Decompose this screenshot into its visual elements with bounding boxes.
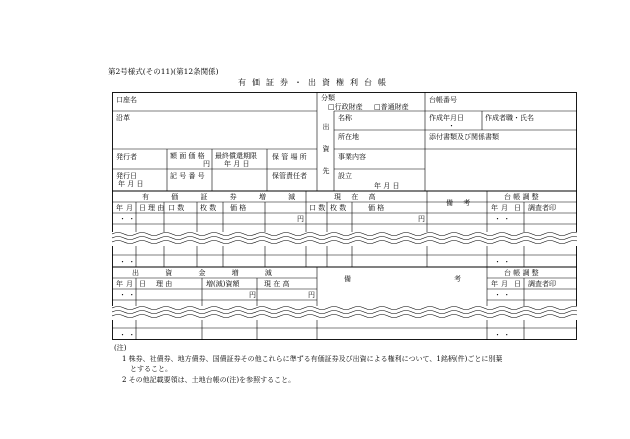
custodian-label: 保管責任者 [272, 172, 307, 180]
created-date-separator: ・ [448, 122, 455, 130]
last-redemption-label: 最終償還期限 [215, 152, 257, 160]
now-price-yen-unit: 円 [418, 215, 425, 223]
note-2: 2 その他記載要領は、土地台帳の(注)を参照すること。 [122, 376, 296, 384]
attachments-label: 添付書類及び関係書類 [429, 133, 499, 141]
investee-label: 出 資 先 [322, 123, 330, 175]
face-value-label: 額 面 価 格 [170, 152, 205, 160]
col-now-units: 口 数 [309, 204, 326, 212]
col2-year: 年 [116, 280, 123, 288]
adj-date-dots: ・ ・ [494, 215, 511, 223]
col2-adj-day: 日 [514, 280, 521, 288]
adj2-date-dots-last: ・ ・ [494, 331, 511, 339]
col-units: 口 数 [168, 204, 185, 212]
adj-date-dots-last: ・ ・ [494, 258, 511, 266]
investee-name-label: 名称 [338, 114, 352, 122]
col-day: 日 [139, 204, 146, 212]
creator-label: 作成者職・氏名 [485, 114, 534, 122]
col2-adj-seal: 調査者印 [528, 280, 556, 288]
col-month: 月 [126, 204, 133, 212]
location-label: 所在地 [338, 133, 359, 141]
business-content-label: 事業内容 [338, 153, 366, 161]
note-1: 1 株券、社債券、地方債券、国債証券その他これらに準ずる有価証券及び出資による権利について、1銘柄(件)ごとに別葉 [122, 355, 503, 363]
ledger-form [112, 92, 577, 340]
securities-change-header: 有 価 証 券 増 減 [142, 193, 306, 201]
date-dots-last: ・ ・ [119, 258, 136, 266]
col-adj-year: 年 [491, 204, 498, 212]
balance-yen-unit: 円 [308, 291, 315, 299]
adj2-date-dots: ・ ・ [494, 291, 511, 299]
notes-heading: (注) [114, 344, 127, 352]
category-label: 分類 [321, 94, 335, 102]
capital-change-header: 出 資 金 増 減 [132, 269, 284, 277]
created-date-label: 作成年月日 [429, 114, 464, 122]
col-adj-seal: 調査者印 [528, 204, 556, 212]
col-year: 年 [116, 204, 123, 212]
page-title: 有価証券・出資権利台帳 [238, 78, 392, 87]
date2-dots-last: ・ ・ [119, 331, 136, 339]
date2-dots: ・ ・ [119, 291, 136, 299]
form-number-label: 第2号様式(その11)(第12条関係) [108, 67, 219, 76]
remarks-header: 備 考 [446, 199, 475, 207]
note-1-continued: とすること。 [130, 365, 172, 373]
storage-place-label: 保 管 場 所 [272, 153, 307, 161]
col-adj-month: 月 [501, 204, 508, 212]
date-dots: ・ ・ [119, 215, 136, 223]
history-label: 沿革 [116, 114, 130, 122]
establishment-label: 設立 [338, 172, 352, 180]
col-now-sheets: 枚 数 [330, 204, 347, 212]
col-sheets: 枚 数 [200, 204, 217, 212]
account-name-label: 口座名 [116, 96, 137, 104]
remarks2-header-a: 備 [344, 275, 351, 283]
administrative-property-checkbox[interactable]: □行政財産 [328, 103, 363, 111]
issue-date-ymd: 年 月 日 [118, 180, 144, 188]
col2-adj-month: 月 [501, 280, 508, 288]
col2-balance: 現 在 高 [264, 280, 290, 288]
increase-yen-unit: 円 [249, 291, 256, 299]
col2-day: 日 [139, 280, 146, 288]
col2-reason: 理 由 [156, 280, 173, 288]
col2-adj-year: 年 [491, 280, 498, 288]
current-balance-header: 現 在 高 [334, 193, 380, 201]
last-redemption-date: 年 月 日 [224, 160, 250, 168]
remarks2-header-b: 考 [454, 275, 461, 283]
ledger-number-label: 台帳番号 [429, 96, 457, 104]
general-property-checkbox[interactable]: □普通財産 [374, 103, 409, 111]
col-adj-day: 日 [514, 204, 521, 212]
col-now-price: 価 格 [368, 204, 385, 212]
establishment-date: 年 月 日 [374, 182, 400, 190]
col2-increase: 増(減)資額 [206, 280, 240, 288]
col-reason: 理 由 [148, 204, 165, 212]
issuer-label: 発行者 [116, 153, 137, 161]
price-yen-unit: 円 [297, 215, 304, 223]
issue-date-label: 発行日 [116, 172, 137, 180]
face-value-unit: 円 [203, 160, 210, 168]
col2-month: 月 [126, 280, 133, 288]
ledger-adjust2-header: 台 帳 調 整 [504, 269, 539, 277]
symbol-number-label: 記 号 番 号 [170, 172, 205, 180]
ledger-adjust-header: 台 帳 調 整 [504, 193, 539, 201]
col-price: 価 格 [230, 204, 247, 212]
